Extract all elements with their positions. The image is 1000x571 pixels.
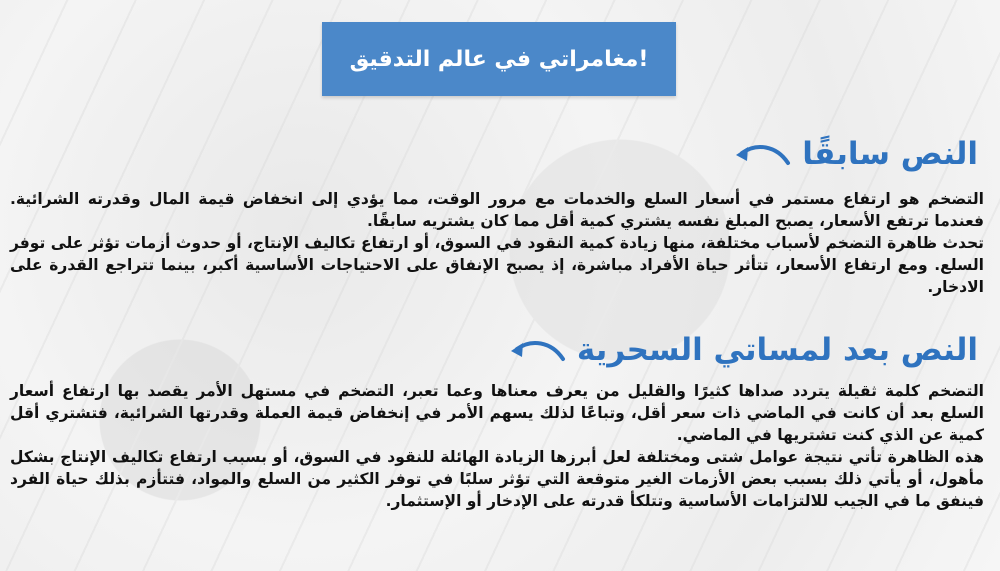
paragraph: تحدث ظاهرة التضخم لأسباب مختلفة، منها زيادة كمية النقود في السوق، أو ارتفاع تكاليف الإنتاج، أو حدوث أزمات تؤثر على توفر السلع. ومع ارتفاع الأسعار، تتأثر حياة الأفراد مباشرة، إذ يصبح الإنفاق على الاحتياجات الأساسية أكبر، بينما تتراجع القدرة على الادخار. <box>10 234 984 296</box>
paragraph-before <box>10 188 984 298</box>
paragraph: التضخم كلمة ثقيلة يتردد صداها كثيرًا والقليل من يعرف معناها وعما تعبر، التضخم في مستهل الأمر يقصد بها ارتفاع أسعار السلع بعد أن كانت في الماضي ذات سعر أقل، وتباعًا لذلك يسهم الأمر في إنخفاض قيمة العملة وقدرتها الشرائية، فتشتري أقل كمية عن الذي كنت تشتريها في الماضي. <box>10 382 984 444</box>
curved-arrow-icon <box>732 139 792 169</box>
heading-after-text: النص بعد لمساتي السحرية <box>576 332 978 368</box>
heading-after <box>507 332 978 368</box>
paragraph: هذه الظاهرة تأتي نتيجة عوامل شتى ومختلفة لعل أبرزها الزيادة الهائلة للنقود في السوق، أو بسبب ارتفاع تكاليف الإنتاج بشكل مأهول، أو يأتي ذلك بسبب بعض الأزمات الغير متوقعة التي تؤثر سلبًا في توفر الكثير من السلع والمواد، فتتأزم بذلك حياة الفرد فينفق ما في الجيب للالتزامات الأساسية وتتلكأ قدرته على الإدخار أو الإستثمار. <box>10 448 984 510</box>
heading-before-text: النص سابقًا <box>802 136 978 172</box>
paragraph-after <box>10 380 984 512</box>
banner-title: مغامراتي في عالم التدقيق! <box>349 46 649 72</box>
paragraph: التضخم هو ارتفاع مستمر في أسعار السلع والخدمات مع مرور الوقت، مما يؤدي إلى انخفاض قيمة المال وقدرته الشرائية. فعندما ترتفع الأسعار، يصبح المبلغ نفسه يشتري كمية أقل مما كان يشتريه سابقًا. <box>10 190 984 230</box>
title-banner <box>322 22 676 96</box>
curved-arrow-icon <box>507 335 567 365</box>
heading-before <box>732 136 978 172</box>
